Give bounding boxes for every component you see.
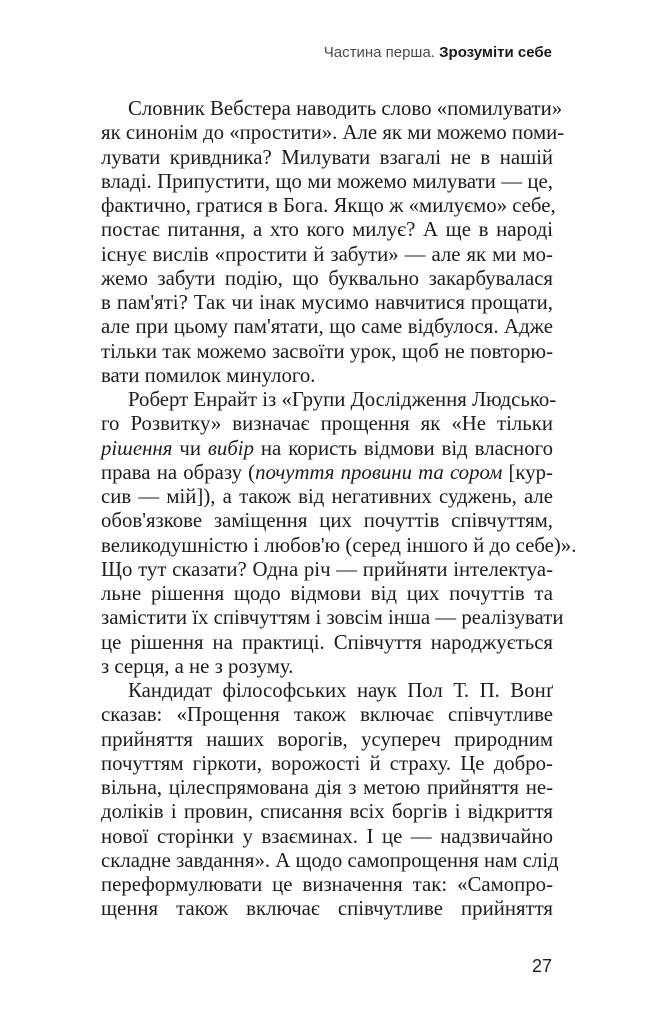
text-line: почуттям гіркоти, ворожості й страху. Це добро- bbox=[101, 751, 553, 775]
running-head-section: Частина перша. bbox=[323, 44, 435, 61]
text-line: переформулювати це визначення так: «Самопро- bbox=[101, 873, 553, 896]
text-line: складне завдання». А щодо самопрощення нам слід bbox=[101, 848, 559, 872]
running-head-chapter: Зрозуміти себе bbox=[439, 44, 552, 61]
text-segment: права на образу ( bbox=[101, 460, 256, 484]
text-line: сив — мій]), а також від негативних суджень, але bbox=[101, 485, 553, 508]
text-line: але при цьому пам'ятати, що саме відбулося. Адже bbox=[101, 315, 553, 339]
text-line: в пам'яті? Так чи інак мусимо навчитися прощати, bbox=[101, 291, 553, 314]
text-line: щення також включає співчутливе прийняття bbox=[101, 897, 553, 921]
text-line: го Розвитку» визначає прощення як «Не тільки bbox=[101, 412, 553, 436]
italic-text: рішення bbox=[101, 436, 173, 460]
text-line: Роберт Енрайт із «Групи Дослідження Людсько- bbox=[128, 388, 557, 411]
text-line: нової сторінки у взаєминах. І це — надзвичайно bbox=[101, 824, 553, 848]
italic-text: вибір bbox=[207, 436, 254, 460]
text-segment: чи bbox=[172, 436, 208, 460]
text-line: постає питання, а хто кого милує? А ще в народі bbox=[101, 218, 553, 242]
text-line: Словник Вебстера наводить слово «помилувати» bbox=[128, 97, 563, 120]
text-line bbox=[101, 437, 553, 461]
text-line: владі. Припустити, що ми можемо милувати — це, bbox=[101, 169, 553, 193]
text-line: великодушністю і любов'ю (серед іншого й до себе)». bbox=[101, 533, 577, 557]
text-line: як синонім до «простити». Але як ми можемо поми- bbox=[101, 121, 565, 145]
text-line: замістити їх співчуттям і зовсім інша — реалізувати bbox=[101, 606, 564, 630]
page-number: 27 bbox=[531, 956, 552, 976]
text-line: існує вислів «простити й забути» — але як ми мо- bbox=[101, 242, 553, 266]
running-head bbox=[324, 44, 552, 61]
text-line: льне рішення щодо відмови від цих почуттів та bbox=[101, 582, 553, 605]
text-segment: [кур- bbox=[502, 460, 553, 484]
text-line: обов'язкове заміщення цих почуттів співчуттям, bbox=[101, 509, 553, 533]
text-line: це рішення на практиці. Співчуття народжується bbox=[101, 630, 553, 654]
text-line: вільна, цілеспрямована дія з метою прийняття не- bbox=[101, 776, 553, 799]
body-text bbox=[101, 97, 577, 922]
text-line: тільки так можемо засвоїти урок, щоб не повторю- bbox=[101, 339, 553, 363]
text-line: лувати кривдника? Милувати взагалі не в нашій bbox=[101, 145, 553, 169]
text-segment: на користь відмови від власного bbox=[253, 436, 553, 460]
text-line: фактично, гратися в Бога. Якщо ж «милуємо» себе, bbox=[101, 194, 556, 217]
text-line: Що тут сказати? Одна річ — прийняти інтелектуа- bbox=[101, 557, 553, 581]
text-line: Кандидат філософських наук Пол Т. П. Вонґ bbox=[128, 679, 553, 702]
italic-text: почуття провини та сором bbox=[255, 460, 503, 484]
text-line: вати помилок минулого. bbox=[101, 363, 316, 387]
text-line: доліків і провин, списання всіх боргів і відкриття bbox=[101, 800, 553, 824]
text-line: жемо забути подію, що буквально закарбувалася bbox=[101, 266, 553, 290]
text-line bbox=[101, 461, 553, 485]
text-line: сказав: «Прощення також включає співчутливе bbox=[101, 703, 553, 727]
text-line: прийняття наших ворогів, усупереч природним bbox=[101, 727, 553, 751]
text-line: з серця, а не з розуму. bbox=[101, 654, 294, 678]
